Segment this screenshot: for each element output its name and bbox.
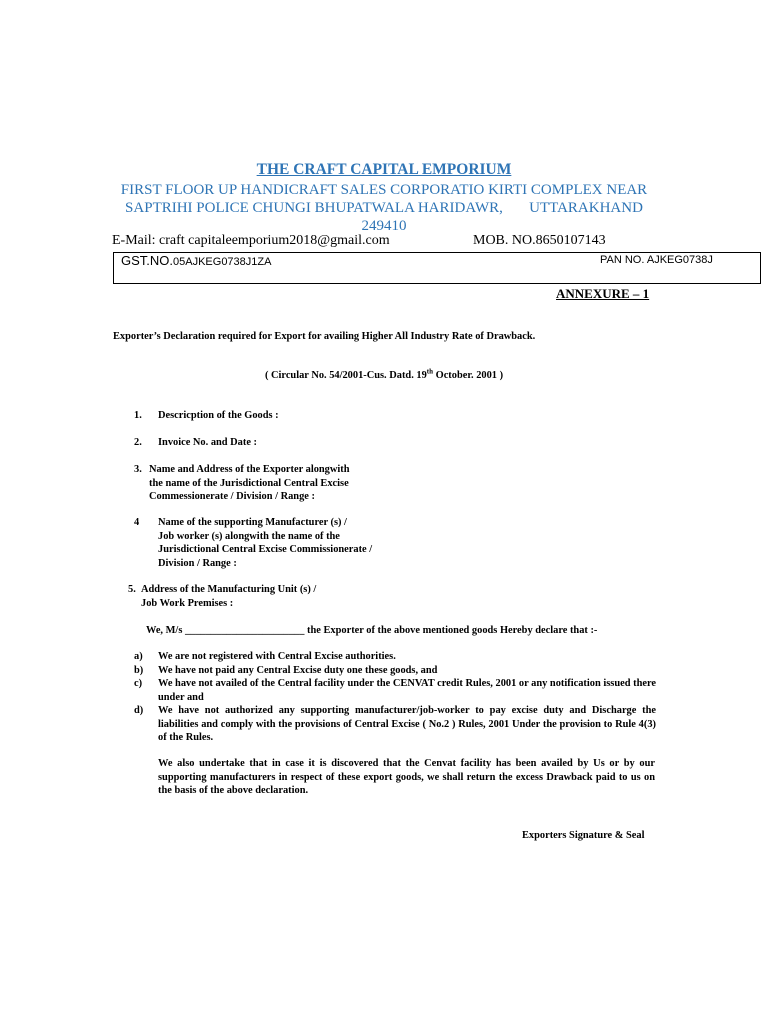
- email: E-Mail: craft capitaleemporium2018@gmail.com: [112, 233, 390, 248]
- list-item: [134, 704, 656, 745]
- list-item: [134, 664, 656, 678]
- item-label: Job Work Premises :: [141, 597, 234, 609]
- gst-label: GST.NO.: [121, 253, 174, 268]
- item-description-of-goods: [134, 409, 279, 423]
- item-label: Commessionerate / Division / Range :: [149, 491, 315, 502]
- item-number: 3.: [134, 464, 142, 475]
- item-label: Invoice No. and Date :: [158, 437, 257, 448]
- item-label: the name of the Jurisdictional Central Excise: [149, 477, 349, 489]
- item-number: 1.: [134, 410, 142, 421]
- list-letter: a): [134, 651, 143, 662]
- undertaking-paragraph: We also undertake that in case it is discovered that the Cenvat facility has been availed by Us or by our supporting manufacturers in respect of these export goods, we shall return the excess Drawback paid to us on the basis of the above declaration.: [158, 758, 655, 796]
- item-number: 5.: [128, 584, 136, 595]
- company-name: THE CRAFT CAPITAL EMPORIUM: [256, 161, 512, 178]
- item-number: 2.: [134, 437, 142, 448]
- item-label: Division / Range :: [158, 557, 237, 569]
- item-label: Address of the Manufacturing Unit (s) /: [141, 584, 317, 595]
- address-line-3: 249410: [361, 218, 407, 234]
- item-label: Name and Address of the Exporter alongwith: [149, 464, 350, 475]
- gst-number: [121, 253, 271, 268]
- annexure-heading: ANNEXURE – 1: [556, 286, 650, 301]
- gst-value: 05AJKEG0738J1ZA: [173, 256, 272, 268]
- item-label: Descricption of the Goods :: [158, 410, 279, 421]
- signature-label: Exporters Signature & Seal: [522, 830, 645, 841]
- list-letter: d): [134, 705, 144, 716]
- declaration-title: Exporter’s Declaration required for Export for availing Higher All Industry Rate of Drawback.: [113, 331, 536, 342]
- list-item: [134, 677, 656, 704]
- pan-number: PAN NO. AJKEG0738J: [600, 254, 713, 266]
- list-letter: b): [134, 664, 144, 676]
- list-text: We have not authorized any supporting manufacturer/job-worker to pay excise duty and Discharge the liabilities and comply with the provisions of Central Excise ( No.2 ) Rules, 2001 Under the provision to Rule 4(3) of the Rules.: [158, 705, 656, 743]
- item-supporting-manufacturer: [134, 516, 372, 570]
- circular-reference: ( Circular No. 54/2001-Cus. Datd. 19th October. 2001 ): [264, 367, 504, 381]
- item-number: 4: [134, 517, 140, 528]
- list-text: We have not availed of the Central facility under the CENVAT credit Rules, 2001 or any notification issued there under and: [158, 678, 656, 703]
- item-invoice: [134, 436, 257, 450]
- item-label: Jurisdictional Central Excise Commissionerate /: [158, 544, 373, 555]
- address-line-2: SAPTRIHI POLICE CHUNGI BHUPATWALA HARIDAWR, UTTARAKHAND: [125, 200, 643, 216]
- list-text: We have not paid any Central Excise duty one these goods, and: [158, 664, 438, 676]
- mobile-number: MOB. NO.8650107143: [473, 233, 606, 248]
- item-exporter-address: [134, 463, 350, 504]
- item-manufacturing-unit: [128, 583, 316, 610]
- we-statement: We, M/s _______________________ the Exporter of the above mentioned goods Hereby declare that :-: [146, 625, 598, 636]
- item-label: Job worker (s) alongwith the name of the: [158, 530, 340, 542]
- item-label: Name of the supporting Manufacturer (s) /: [158, 517, 347, 528]
- list-text: We are not registered with Central Excise authorities.: [158, 651, 396, 662]
- declaration-list: [134, 650, 656, 745]
- address-line-1: FIRST FLOOR UP HANDICRAFT SALES CORPORATIO KIRTI COMPLEX NEAR: [120, 182, 648, 198]
- list-letter: c): [134, 678, 143, 689]
- list-item: [134, 650, 656, 664]
